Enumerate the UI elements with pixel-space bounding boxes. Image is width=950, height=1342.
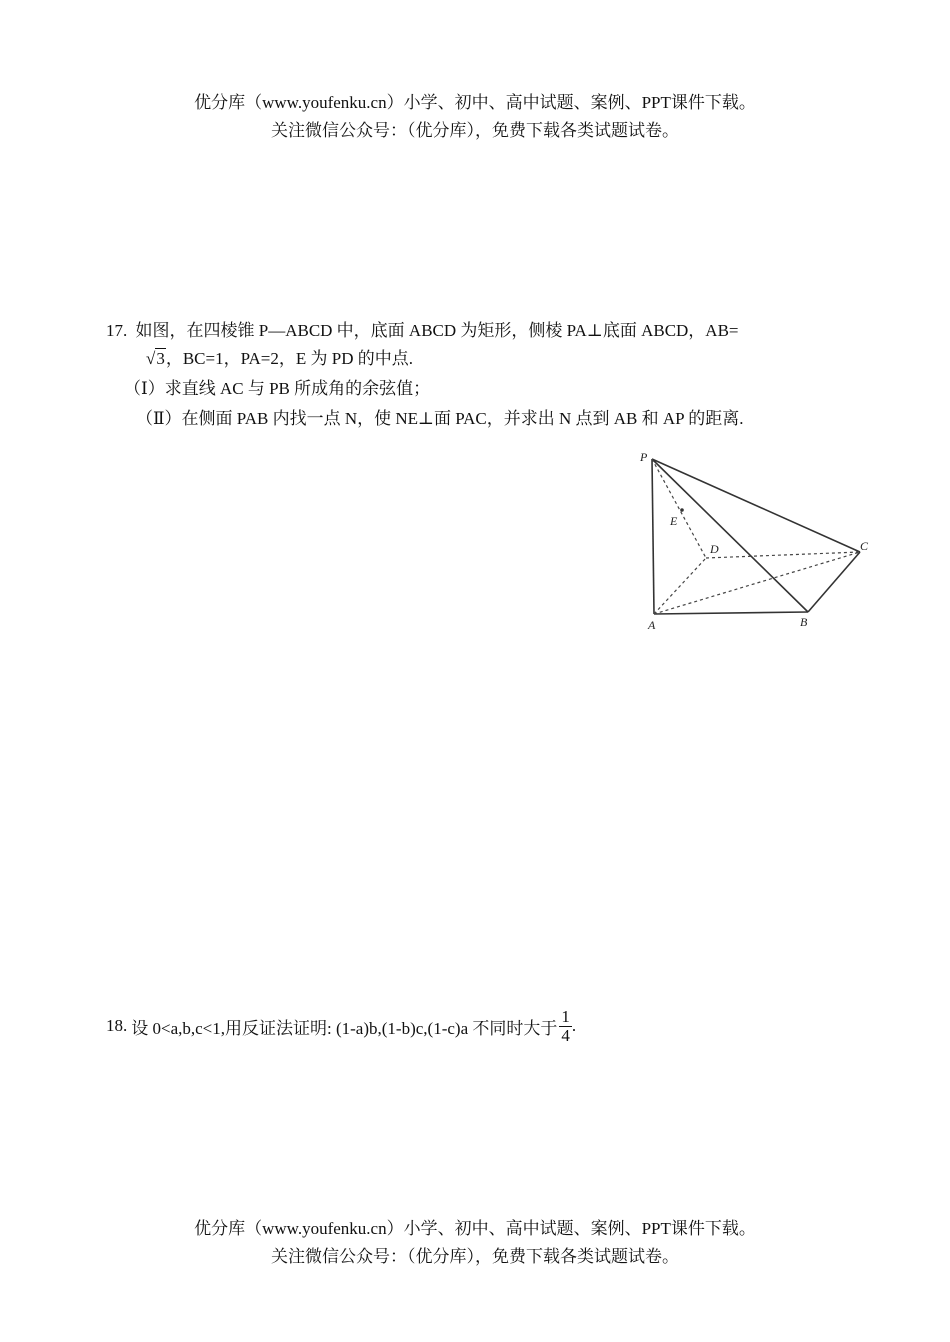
- sqrt-symbol: √3: [146, 349, 165, 368]
- footer-line-2: 关注微信公众号：（优分库），免费下载各类试题试卷。: [271, 1247, 679, 1266]
- q17-part-1: （Ⅰ）求直线 AC 与 PB 所成角的余弦值；: [124, 379, 431, 398]
- edge-AD: [654, 558, 706, 614]
- footer-line-1: 优分库（www.youfenku.cn）小学、初中、高中试题、案例、PPT课件下载。: [194, 1219, 756, 1238]
- edge-DC: [706, 552, 860, 558]
- sqrt-radicand: 3: [156, 349, 165, 368]
- fraction-numerator: 1: [561, 1007, 570, 1026]
- edge-PD: [652, 459, 706, 558]
- q18-line: [106, 1008, 576, 1045]
- point-E: [680, 508, 684, 512]
- label-A: A: [648, 618, 656, 632]
- edge-PA: [652, 459, 654, 614]
- q17-number: 17.: [106, 321, 128, 340]
- q17-stem-part2: ，BC=1，PA=2，E 为 PD 的中点.: [165, 349, 413, 368]
- fraction-denominator: 4: [561, 1025, 570, 1045]
- header-line-1: 优分库（www.youfenku.cn）小学、初中、高中试题、案例、PPT课件下载。: [194, 93, 756, 112]
- pyramid-figure: [632, 446, 890, 646]
- label-P: P: [640, 450, 648, 464]
- label-E: E: [670, 514, 678, 528]
- label-B: B: [800, 615, 808, 629]
- edge-PC: [652, 459, 860, 552]
- q17-line-1: [106, 316, 739, 341]
- label-D: D: [710, 542, 719, 556]
- edge-AB: [654, 612, 808, 614]
- q18-number: 18.: [106, 1016, 128, 1036]
- edge-BC: [808, 552, 860, 612]
- label-C: C: [860, 539, 869, 553]
- q17-stem-part1: 如图，在四棱锥 P—ABCD 中，底面 ABCD 为矩形，侧棱 PA⊥底面 ABCD，AB=: [135, 321, 739, 340]
- header-line-2: 关注微信公众号：（优分库），免费下载各类试题试卷。: [271, 121, 679, 140]
- fraction-one-quarter: [559, 1008, 572, 1045]
- q18-end: .: [571, 1016, 577, 1036]
- q18-text: 设 0<a,b,c<1,用反证法证明: (1-a)b,(1-b)c,(1-c)a 不同时大于: [131, 1018, 558, 1038]
- q17-part-2: （Ⅱ）在侧面 PAB 内找一点 N，使 NE⊥面 PAC，并求出 N 点到 AB 和 AP 的距离.: [136, 409, 744, 428]
- edge-PB: [652, 459, 808, 612]
- q17-line-2: [146, 344, 413, 369]
